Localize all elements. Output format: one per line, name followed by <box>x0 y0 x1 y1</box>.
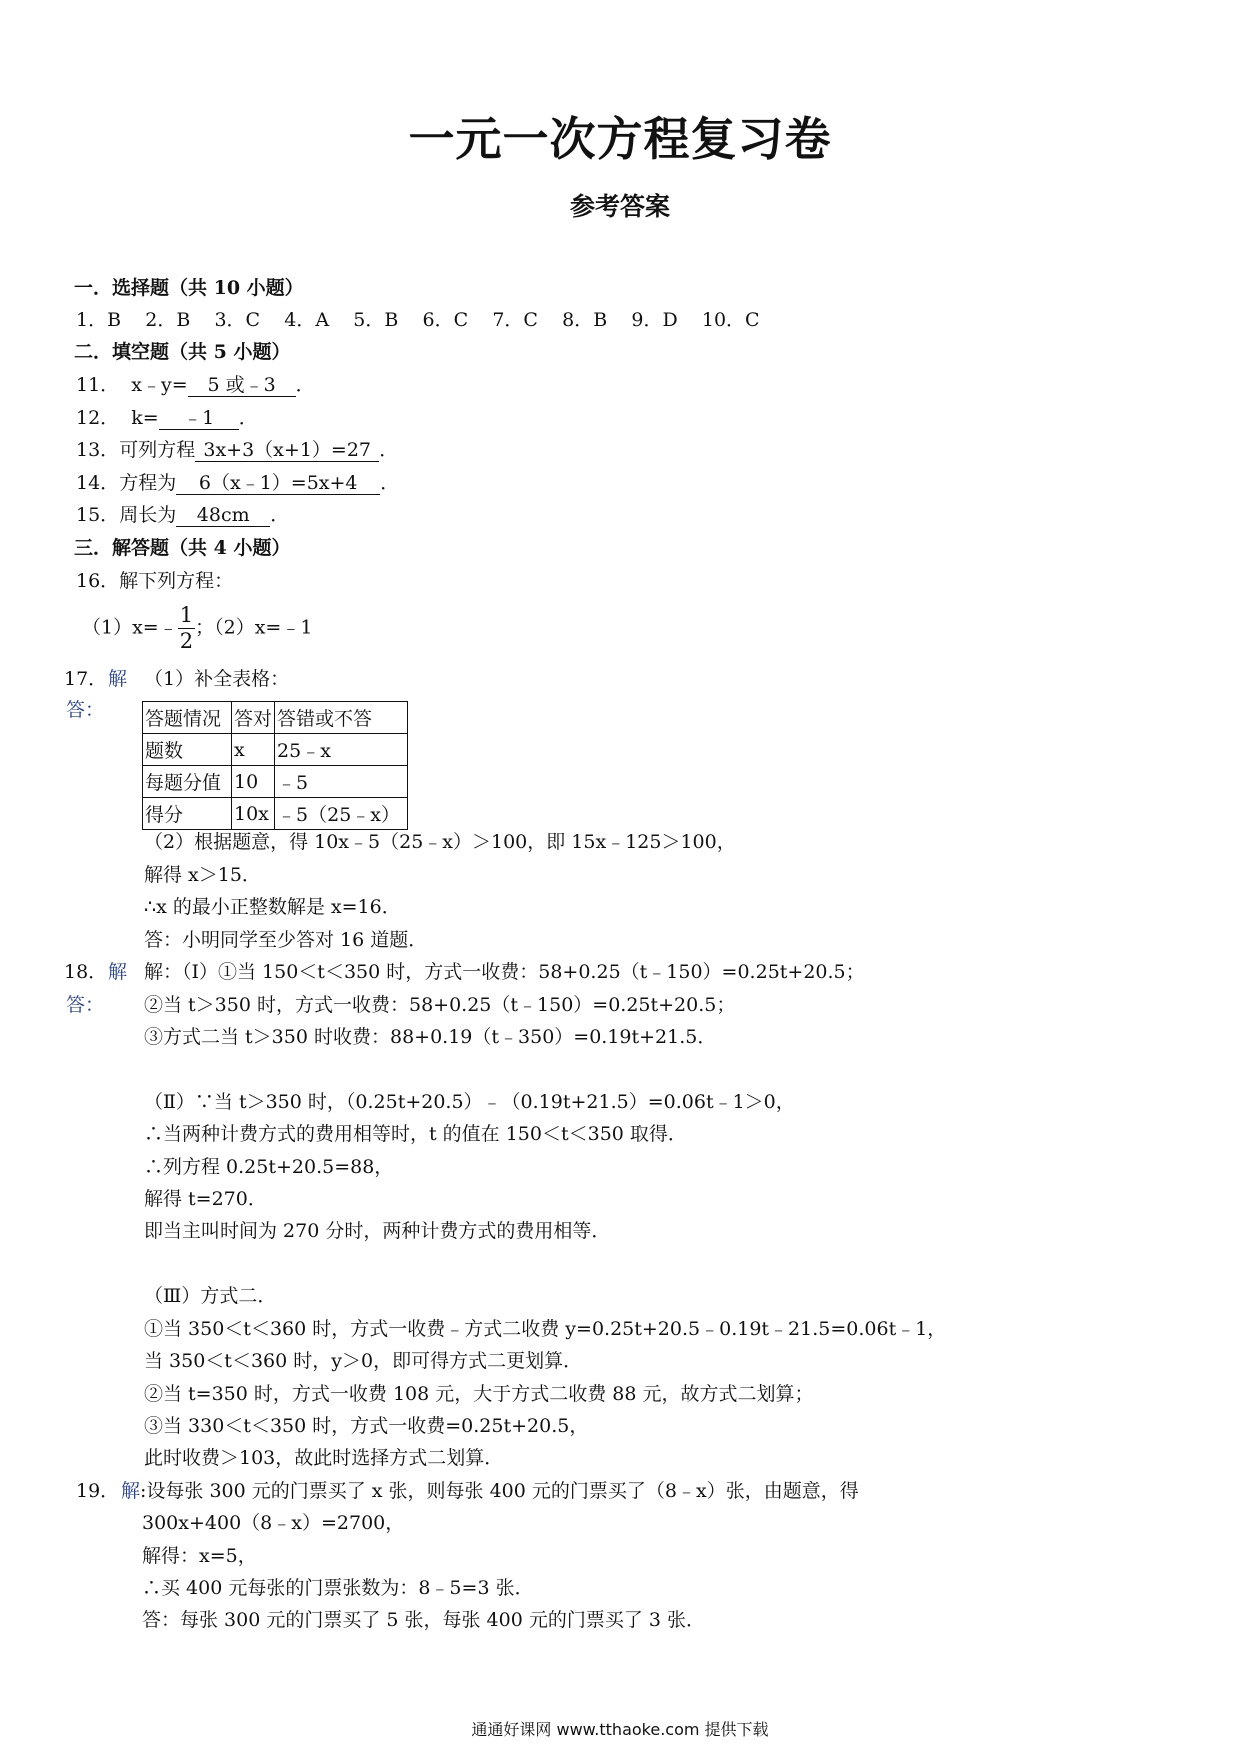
q18-line: （Ⅱ）∵当 t＞350 时，（0.25t+20.5）﹣（0.19t+21.5）=0.06t﹣1＞0， <box>144 1091 795 1113</box>
fill-item-11 <box>76 376 315 397</box>
q19-number: 19． <box>76 1480 120 1502</box>
fill-suffix: ． <box>295 374 315 396</box>
q19-first-line <box>121 1482 859 1501</box>
choice-answer: 3．C <box>214 309 261 331</box>
q18-line: ③当 330＜t＜350 时，方式一收费=0.25t+20.5， <box>144 1415 589 1437</box>
fill-answer: ﹣1 <box>159 409 239 430</box>
q19-line: :设每张 300 元的门票买了 x 张，则每张 400 元的门票买了（8﹣x）张，由题意，得 <box>140 1480 859 1502</box>
fill-answer: 3x+3（x+1）=27 <box>195 441 379 462</box>
q18-line: ∴当两种计费方式的费用相等时，t 的值在 150＜t＜350 取得． <box>144 1123 687 1145</box>
fraction-denominator: 2 <box>179 629 194 653</box>
table-cell: 题数 <box>143 734 232 766</box>
table-cell: 答题情况 <box>143 702 232 734</box>
table-cell: 10x <box>232 798 275 830</box>
q18-line: ∴列方程 0.25t+20.5=88， <box>144 1156 394 1178</box>
document-title: 一元一次方程复习卷 <box>408 112 832 166</box>
choice-answer: 6．C <box>422 309 469 331</box>
fill-suffix: ． <box>380 472 400 494</box>
fraction <box>178 605 195 652</box>
fill-prefix: x﹣y= <box>131 374 188 396</box>
table-cell: ﹣5 <box>275 766 408 798</box>
choice-answer: 5．B <box>353 309 399 331</box>
table-cell: 10 <box>232 766 275 798</box>
choice-answer: 4．A <box>284 309 330 331</box>
fill-answer: 48cm <box>176 506 270 527</box>
choice-answer: 1．B <box>76 309 122 331</box>
section-heading-solve: 三．解答题（共 4 小题） <box>74 537 291 559</box>
fill-item-14 <box>76 474 399 495</box>
choice-answer: 8．B <box>562 309 608 331</box>
q18-line: 解：（Ⅰ）①当 150＜t＜350 时，方式一收费：58+0.25（t﹣150）=0.25t+20.5； <box>144 961 865 983</box>
question-number: 11． <box>76 374 120 396</box>
q17-line: （2）根据题意，得 10x﹣5（25﹣x）＞100，即 15x﹣125＞100， <box>144 831 736 853</box>
table-cell: 答对 <box>232 702 275 734</box>
fill-suffix: ． <box>238 407 258 429</box>
q17-number: 17． <box>64 668 108 690</box>
q18-line: ③方式二当 t＞350 时收费：88+0.19（t﹣350）=0.19t+21.5． <box>144 1026 717 1048</box>
table-cell: 25﹣x <box>275 734 408 766</box>
table-cell: ﹣5（25﹣x） <box>275 798 408 830</box>
q17-line: 解得 x＞15． <box>144 864 261 886</box>
q18-line: ②当 t＞350 时，方式一收费：58+0.25（t﹣150）=0.25t+20.5； <box>144 994 736 1016</box>
q19-line: ∴买 400 元每张的门票张数为：8﹣5=3 张． <box>142 1577 534 1599</box>
fill-item-13 <box>76 441 398 462</box>
q18-line: （Ⅲ）方式二． <box>144 1285 277 1307</box>
q16-heading: 16．解下列方程： <box>76 570 234 592</box>
choice-answer: 9．D <box>631 309 678 331</box>
choice-answer: 7．C <box>492 309 538 331</box>
q16-answer <box>82 605 312 652</box>
q18-jie-label: 解 <box>108 961 128 983</box>
q18-line: 当 350＜t＜360 时，y＞0，即可得方式二更划算． <box>144 1350 583 1372</box>
q18-line: 解得 t=270． <box>144 1188 267 1210</box>
question-number: 15． <box>76 504 120 526</box>
choice-answer: 2．B <box>145 309 191 331</box>
q17-line: 答：小明同学至少答对 16 道题． <box>144 929 428 951</box>
q18-line: 即当主叫时间为 270 分时，两种计费方式的费用相等． <box>144 1220 611 1242</box>
table-cell: x <box>232 734 275 766</box>
q19-line: 解得：x=5， <box>142 1545 257 1567</box>
q18-line: ①当 350＜t＜360 时，方式一收费﹣方式二收费 y=0.25t+20.5﹣0.19t﹣21.5=0.06t﹣1， <box>144 1318 947 1340</box>
section-heading-fill: 二．填空题（共 5 小题） <box>74 341 291 363</box>
table-cell: 得分 <box>143 798 232 830</box>
table-row <box>143 798 408 830</box>
document-subtitle: 参考答案 <box>569 192 670 221</box>
q19-line: 300x+400（8﹣x）=2700， <box>142 1512 405 1534</box>
table-cell: 每题分值 <box>143 766 232 798</box>
q19-jie-label: 解 <box>121 1480 141 1502</box>
q18-line: ②当 t=350 时，方式一收费 108 元，大于方式二收费 88 元，故方式二划算； <box>144 1383 814 1405</box>
q17-intro: （1）补全表格： <box>144 668 290 690</box>
fill-prefix: 周长为 <box>119 504 177 526</box>
choice-answers <box>76 311 760 330</box>
q18-da-label: 答： <box>66 994 105 1016</box>
table-row <box>143 734 408 766</box>
fill-answer: 6（x﹣1）=5x+4 <box>176 474 380 495</box>
question-number: 13． <box>76 439 120 461</box>
q18-number: 18． <box>64 961 108 983</box>
q17-jie-label: 解 <box>108 668 128 690</box>
section-heading-choice: 一．选择题（共 10 小题） <box>74 277 304 299</box>
table-row <box>143 702 408 734</box>
fill-prefix: 可列方程 <box>119 439 196 461</box>
q18-line: 此时收费＞103，故此时选择方式二划算． <box>144 1447 504 1469</box>
page-footer: 通通好课网 www.tthaoke.com 提供下载 <box>471 1720 769 1739</box>
table-row <box>143 766 408 798</box>
fill-answer: 5 或﹣3 <box>188 376 296 397</box>
q17-line: ∴x 的最小正整数解是 x=16． <box>144 896 401 918</box>
score-table <box>142 701 408 830</box>
fill-suffix: ． <box>270 504 290 526</box>
fraction-numerator: 1 <box>179 603 194 627</box>
q16-answer-part2: ；（2）x=﹣1 <box>195 616 313 639</box>
fill-prefix: 方程为 <box>119 472 177 494</box>
fill-item-15 <box>76 506 289 527</box>
table-cell: 答错或不答 <box>275 702 408 734</box>
fill-prefix: k= <box>131 407 159 429</box>
question-number: 12． <box>76 407 120 429</box>
choice-answer: 10．C <box>701 309 760 331</box>
question-number: 14． <box>76 472 120 494</box>
q16-answer-part1: （1）x=﹣ <box>82 616 178 639</box>
q19-line: 答：每张 300 元的门票买了 5 张，每张 400 元的门票买了 3 张． <box>142 1609 706 1631</box>
fill-item-12 <box>76 409 258 430</box>
fill-suffix: ． <box>379 439 399 461</box>
q17-da-label: 答： <box>66 699 105 721</box>
